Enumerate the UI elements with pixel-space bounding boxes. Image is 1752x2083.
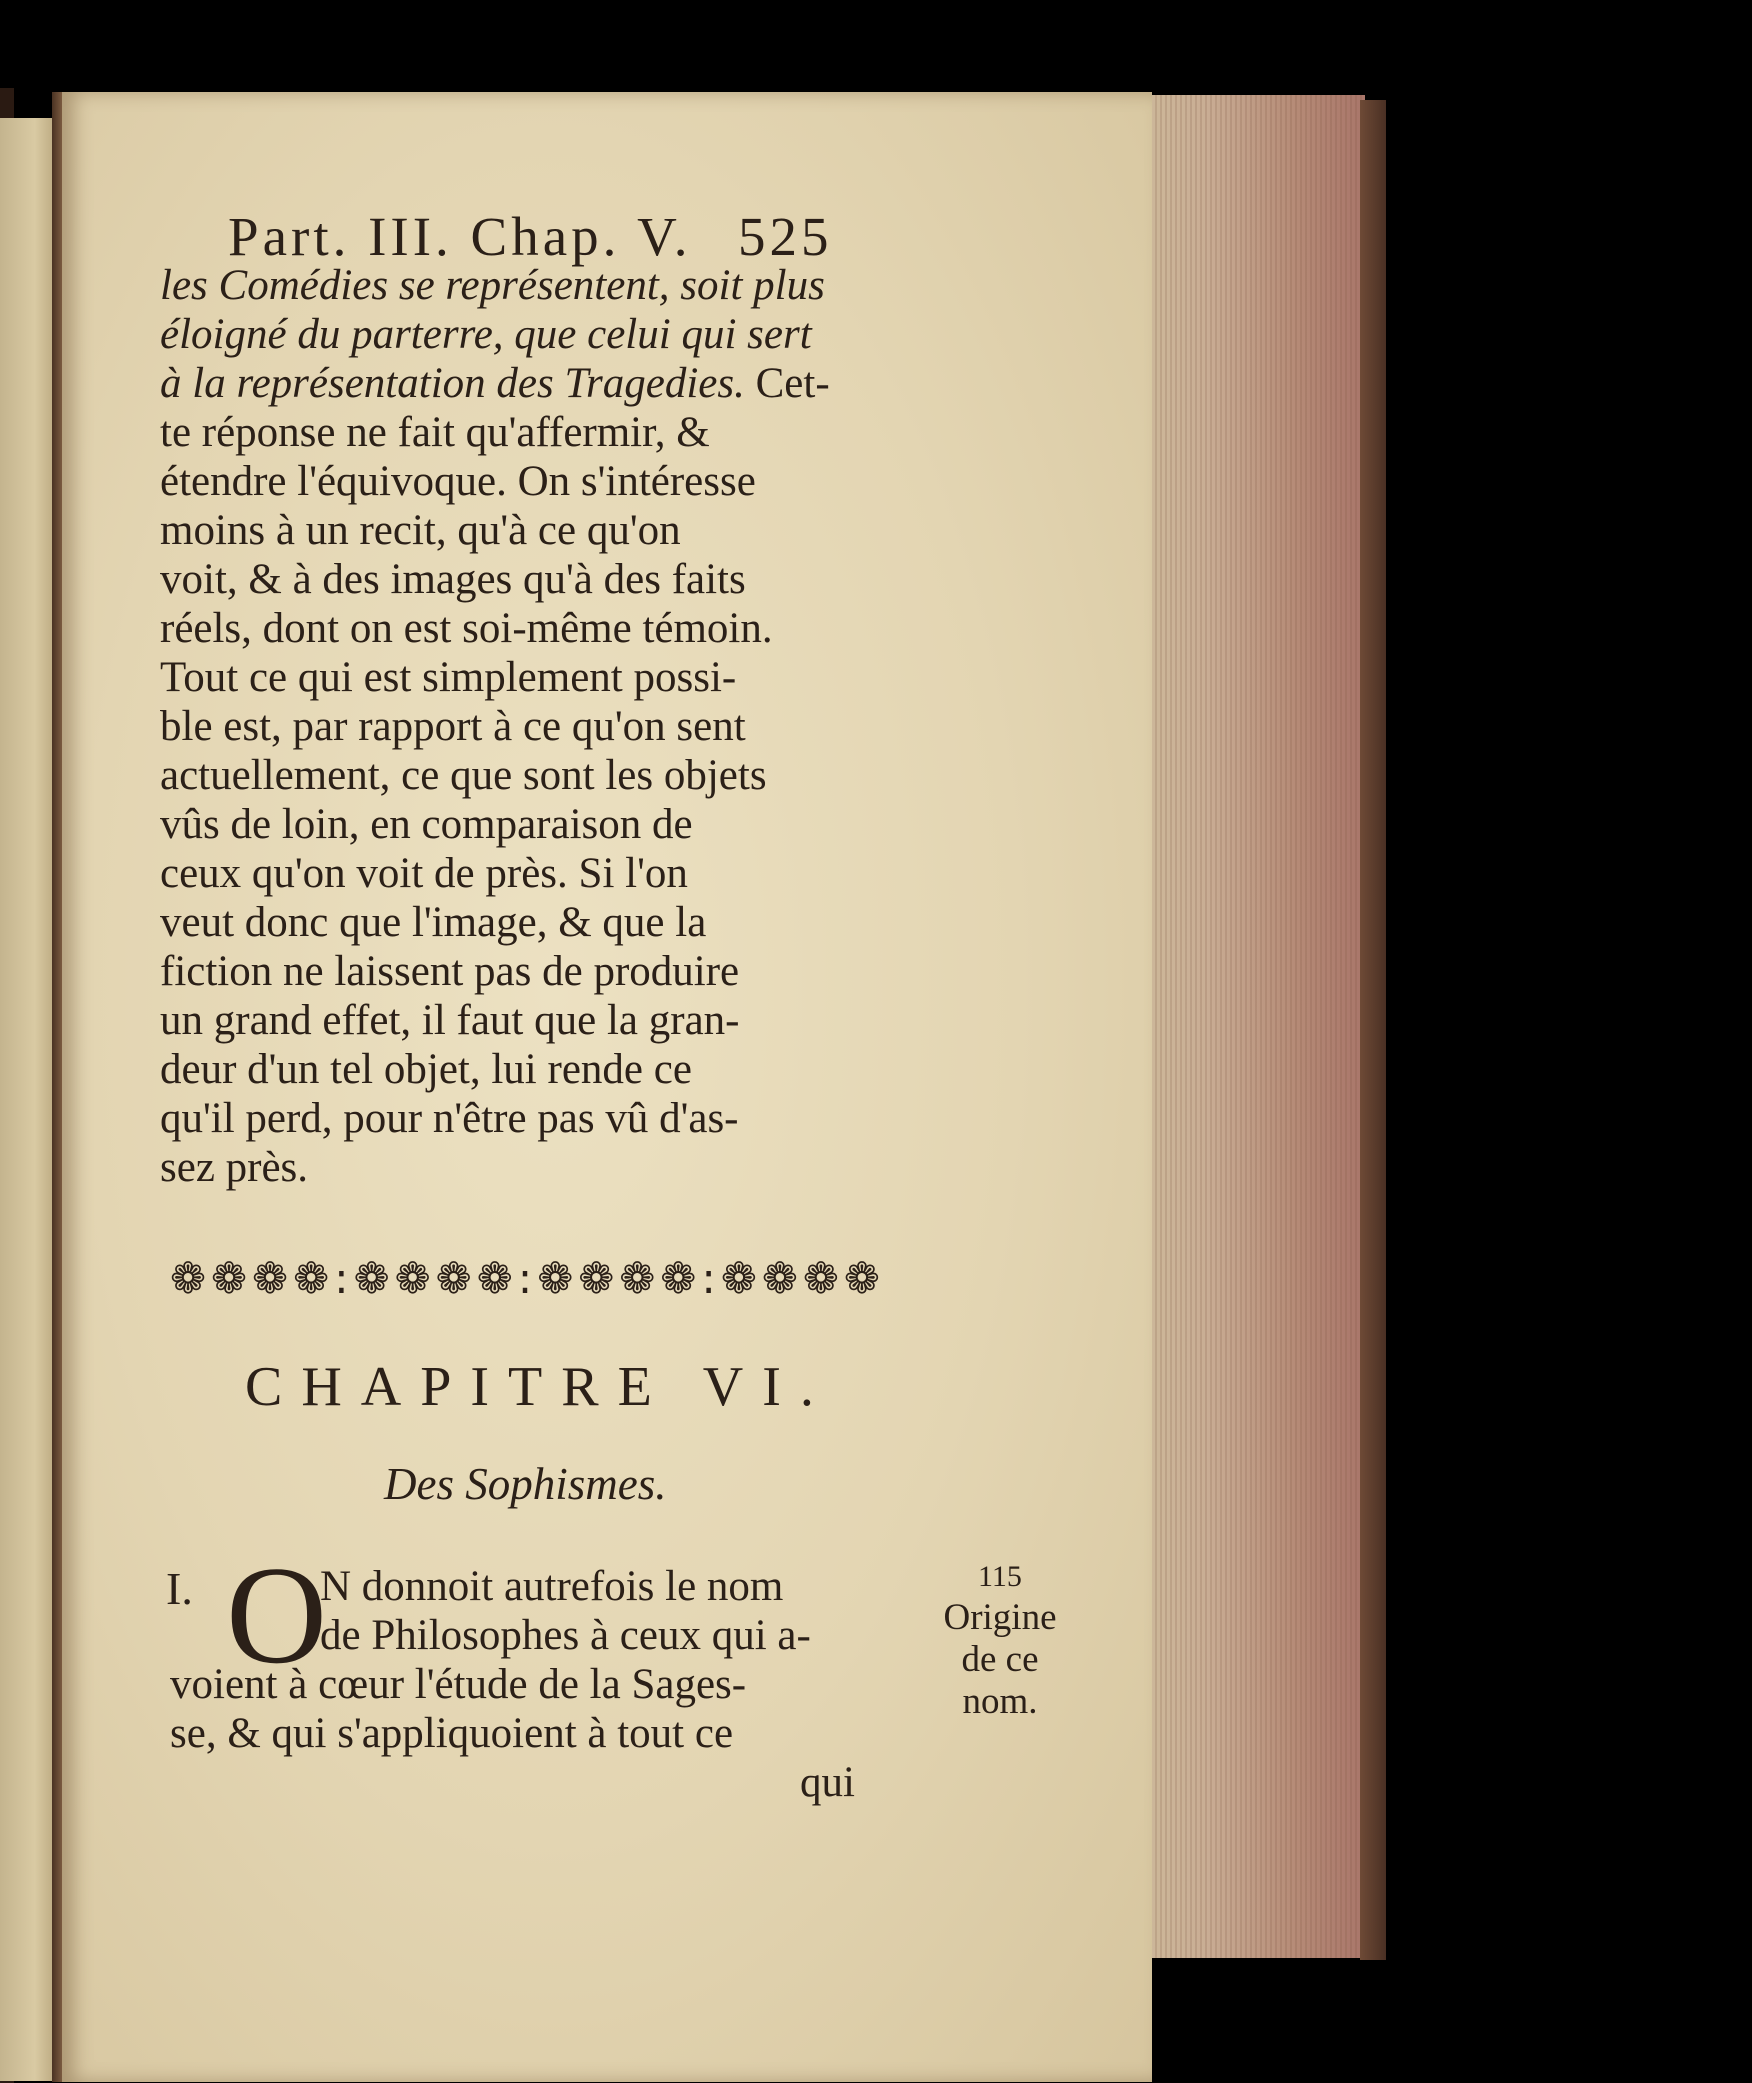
paragraph-line: voient à cœur l'étude de la Sages-: [170, 1661, 747, 1708]
text-line: sez près.: [160, 1144, 309, 1191]
text-line: voit, & à des images qu'à des faits: [160, 556, 746, 603]
text-line: réels, dont on est soi-même témoin.: [160, 605, 773, 652]
paragraph-line: N donnoit autrefois le nom: [320, 1563, 784, 1610]
text-line: les Comédies se représentent, soit plus: [160, 262, 825, 309]
text-line: un grand effet, il faut que la gran-: [160, 997, 740, 1044]
text-line: qu'il perd, pour n'être pas vû d'as-: [160, 1095, 739, 1142]
margin-note-line: Origine: [943, 1597, 1057, 1638]
section-number: I.: [166, 1563, 193, 1614]
text-line-roman-part: Cet-: [744, 360, 830, 407]
drop-cap: O: [226, 1538, 328, 1693]
margin-note-line: nom.: [962, 1681, 1038, 1722]
text-line: fiction ne laissent pas de produire: [160, 948, 740, 995]
text-line: étendre l'équivoque. On s'intéresse: [160, 458, 756, 505]
chapter-title: CHAPITRE VI.: [245, 1356, 833, 1418]
text-line: vûs de loin, en comparaison de: [160, 801, 693, 848]
left-page-edge: [0, 118, 58, 2081]
paragraph-line: se, & qui s'appliquoient à tout ce: [170, 1710, 734, 1757]
text-line: [160, 359, 830, 408]
catchword: qui: [800, 1759, 855, 1806]
text-line: ceux qu'on voit de près. Si l'on: [160, 850, 688, 897]
text-line: moins à un recit, qu'à ce qu'on: [160, 507, 681, 554]
page-block-fore-edge: [1140, 95, 1365, 1958]
margin-note-line: de ce: [961, 1639, 1039, 1680]
text-line: te réponse ne fait qu'affermir, &: [160, 409, 710, 456]
paragraph-line: de Philosophes à ceux qui a-: [320, 1612, 811, 1659]
text-line: veut donc que l'image, & que la: [160, 899, 707, 946]
text-line: deur d'un tel objet, lui rende ce: [160, 1046, 692, 1093]
running-head: Part. III. Chap. V.: [228, 206, 692, 267]
text-line: actuellement, ce que sont les objets: [160, 752, 767, 799]
ornament-band: ❁❁❁❁:❁❁❁❁:❁❁❁❁:❁❁❁❁: [170, 1254, 885, 1304]
back-cover-edge: [1360, 100, 1386, 1960]
text-line-italic-part: à la représentation des Tragedies.: [160, 360, 745, 407]
chapter-subtitle: Des Sophismes.: [384, 1459, 667, 1509]
text-line: ble est, par rapport à ce qu'on sent: [160, 703, 746, 750]
text-line: Tout ce qui est simplement possi-: [160, 654, 737, 701]
margin-note-number: 115: [978, 1560, 1022, 1593]
text-line: éloigné du parterre, que celui qui sert: [160, 311, 812, 358]
page-number: 525: [738, 206, 833, 267]
